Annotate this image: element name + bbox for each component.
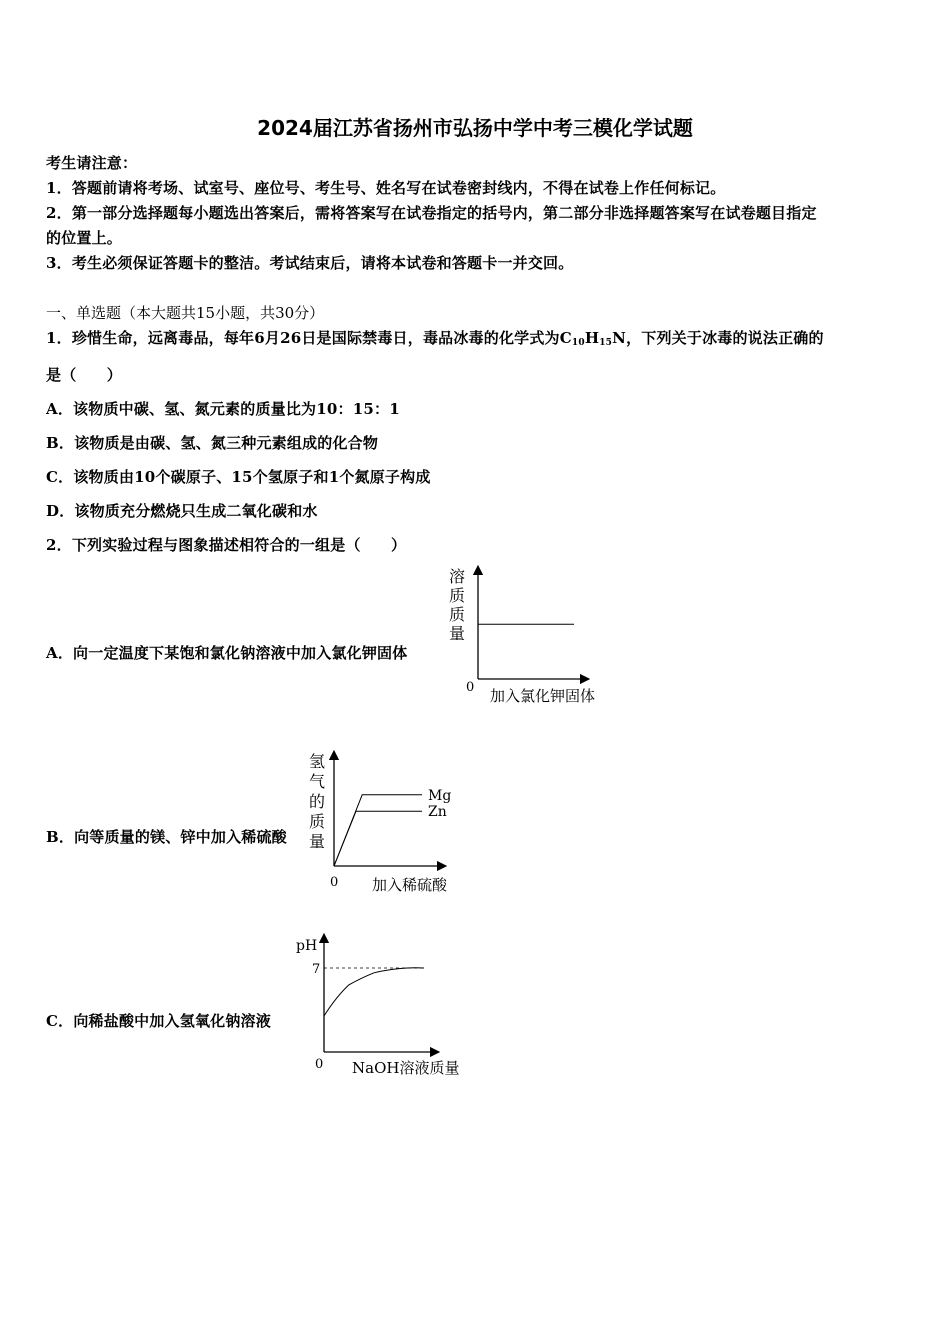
question-1-stem-part-1: 1．珍惜生命，远离毒品，每年6月26日是国际禁毒日，毒品冰毒的化学式为 xyxy=(46,329,560,347)
question-2-option-a: A．向一定温度下某饱和氯化钠溶液中加入氯化钾固体 xyxy=(46,644,408,662)
graph-a-y-axis-label xyxy=(449,567,465,643)
question-1-option-b: B．该物质是由碳、氢、氮三种元素组成的化合物 xyxy=(46,434,379,452)
graph-a-y-axis-label-char-3: 量 xyxy=(449,624,466,643)
question-2-stem: 2．下列实验过程与图象描述相符合的一组是（ ） xyxy=(46,536,407,554)
formula-h: H xyxy=(584,329,600,347)
graph-a-y-axis-label-char-1: 质 xyxy=(449,586,466,605)
graph-a xyxy=(440,560,630,710)
page-title: 2024届江苏省扬州市弘扬中学中考三模化学试题 xyxy=(257,116,693,140)
notice-item-2-line-2: 的位置上。 xyxy=(46,229,123,247)
graph-b-series-zn-label: Zn xyxy=(428,804,447,821)
question-1-stem xyxy=(46,327,824,348)
formula-c: C xyxy=(559,329,572,347)
question-2-option-c: C．向稀盐酸中加入氢氧化钠溶液 xyxy=(46,1012,271,1030)
graph-c-origin-label: 0 xyxy=(315,1057,324,1072)
graph-c-y-tick-label-7: 7 xyxy=(312,962,321,977)
notice-item-2-line-1: 2．第一部分选择题每小题选出答案后，需将答案写在试卷指定的括号内，第二部分非选择题答案写在试卷题目指定 xyxy=(46,204,817,222)
graph-c-y-axis-label: pH xyxy=(296,938,318,954)
graph-b-y-axis-label-char-2: 的 xyxy=(309,792,326,811)
graph-a-y-axis-label-char-0: 溶 xyxy=(449,567,466,586)
question-2-option-b: B．向等质量的镁、锌中加入稀硫酸 xyxy=(46,828,287,846)
question-1-option-c: C．该物质由10个碳原子、15个氢原子和1个氮原子构成 xyxy=(46,468,431,486)
notice-item-1: 1．答题前请将考场、试室号、座位号、考生号、姓名写在试卷密封线内，不得在试卷上作任何标记。 xyxy=(46,179,726,197)
question-1-stem-part-2: ，下列关于冰毒的说法正确的 xyxy=(626,329,824,347)
graph-b-x-axis-label: 加入稀硫酸 xyxy=(372,876,448,894)
graph-b-y-axis-label-char-3: 质 xyxy=(309,812,326,831)
formula-n: N xyxy=(612,329,627,347)
graph-b-y-axis-label xyxy=(309,752,325,851)
notice-item-3: 3．考生必须保证答题卡的整洁。考试结束后，请将本试卷和答题卡一并交回。 xyxy=(46,254,574,272)
graph-a-x-axis-label: 加入氯化钾固体 xyxy=(490,687,596,705)
formula-h-subscript: 15 xyxy=(599,338,613,348)
graph-a-origin-label: 0 xyxy=(466,680,475,695)
graph-b-y-axis-label-char-4: 量 xyxy=(309,832,326,851)
question-1-stem-line-2: 是（ ） xyxy=(46,366,123,384)
section-heading: 一、单选题（本大题共15小题，共30分） xyxy=(46,304,325,322)
question-1-option-d: D．该物质充分燃烧只生成二氧化碳和水 xyxy=(46,502,318,520)
chemical-formula xyxy=(560,329,626,347)
notice-heading: 考生请注意： xyxy=(46,154,138,172)
graph-b-series-zn-line xyxy=(334,811,422,866)
graph-b-series-mg-label: Mg xyxy=(428,787,452,804)
graph-b-y-axis-label-char-1: 气 xyxy=(309,772,326,791)
graph-b-y-axis-label-char-0: 氢 xyxy=(309,752,326,771)
graph-b xyxy=(300,745,470,895)
formula-c-subscript: 10 xyxy=(571,338,585,348)
graph-c-series-line xyxy=(324,968,424,1016)
graph-b-origin-label: 0 xyxy=(330,875,339,890)
graph-a-y-axis-label-char-2: 质 xyxy=(449,605,466,624)
graph-c xyxy=(290,930,480,1080)
question-1-option-a: A．该物质中碳、氢、氮元素的质量比为10：15：1 xyxy=(46,400,400,418)
graph-c-x-axis-label: NaOH溶液质量 xyxy=(352,1059,460,1077)
graph-b-series-mg-line xyxy=(334,795,422,866)
